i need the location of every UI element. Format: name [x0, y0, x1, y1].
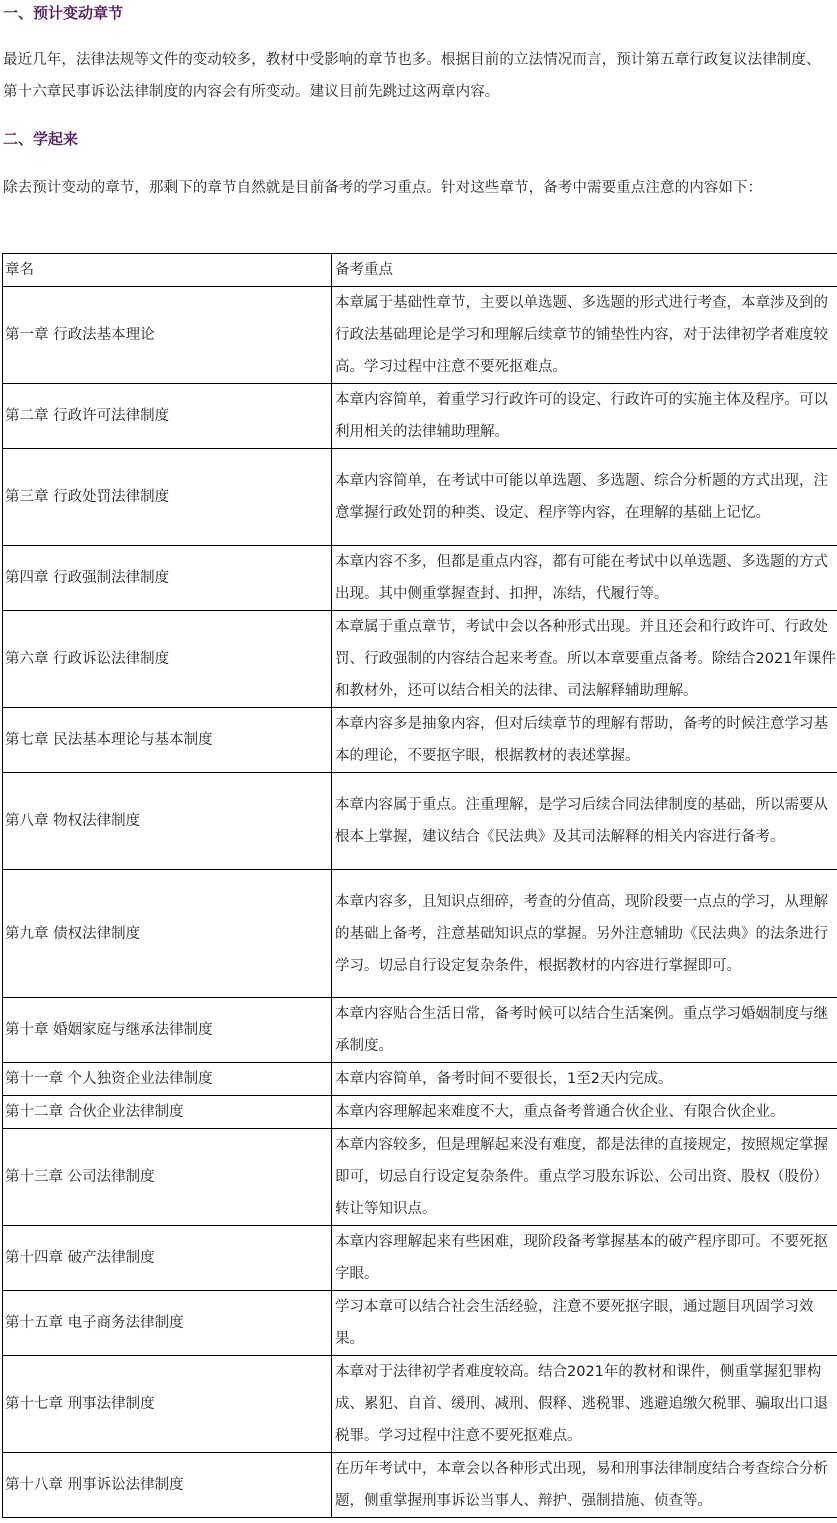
chapter-name-cell: 第十七章 刑事法律制度	[3, 1356, 332, 1453]
focus-cell: 本章内容较多，但是理解起来没有难度，都是法律的直接规定，按照规定掌握即可，切忌自行设定复杂条件。重点学习股东诉讼、公司出资、股权（股份）转让等知识点。	[332, 1129, 837, 1226]
section-heading-expected-changes: 一、预计变动章节	[3, 4, 124, 22]
table-row	[3, 1063, 837, 1096]
table-row	[3, 546, 837, 611]
focus-cell: 本章内容属于重点。注重理解，是学习后续合同法律制度的基础，所以需要从根本上掌握，建议结合《民法典》及其司法解释的相关内容进行备考。	[332, 773, 837, 870]
table-row	[3, 1291, 837, 1356]
section-paragraph-expected-changes: 最近几年，法律法规等文件的变动较多，教材中受影响的章节也多。根据目前的立法情况而言，预计第五章行政复议法律制度、第十六章民事诉讼法律制度的内容会有所变动。建议目前先跳过这两章内容。	[3, 52, 821, 100]
table-row	[3, 1356, 837, 1453]
focus-cell: 本章内容简单，着重学习行政许可的设定、行政许可的实施主体及程序。可以利用相关的法律辅助理解。	[332, 384, 837, 449]
table-row	[3, 998, 837, 1063]
chapter-name-cell: 第八章 物权法律制度	[3, 773, 332, 870]
chapter-name-cell: 第一章 行政法基本理论	[3, 287, 332, 384]
chapter-focus-table	[2, 253, 837, 1518]
chapter-name-cell: 第九章 债权法律制度	[3, 870, 332, 998]
chapter-name-cell: 第三章 行政处罚法律制度	[3, 449, 332, 546]
focus-cell: 在历年考试中，本章会以各种形式出现，易和刑事法律制度结合考查综合分析题，侧重掌握刑事诉讼当事人、辩护、强制措施、侦查等。	[332, 1453, 837, 1518]
focus-cell: 本章内容贴合生活日常，备考时候可以结合生活案例。重点学习婚姻制度与继承制度。	[332, 998, 837, 1063]
focus-cell: 本章属于重点章节，考试中会以各种形式出现。并且还会和行政许可、行政处罚、行政强制的内容结合起来考查。所以本章要重点备考。除结合2021年课件和教材外，还可以结合相关的法律、司法解释辅助理解。	[332, 611, 837, 708]
chapter-name-cell: 第六章 行政诉讼法律制度	[3, 611, 332, 708]
focus-cell: 本章内容多是抽象内容，但对后续章节的理解有帮助，备考的时候注意学习基本的理论，不要抠字眼，根据教材的表述掌握。	[332, 708, 837, 773]
focus-cell: 本章内容理解起来难度不大，重点备考普通合伙企业、有限合伙企业。	[332, 1096, 837, 1129]
chapter-name-cell: 第十四章 破产法律制度	[3, 1226, 332, 1291]
chapter-name-cell: 第七章 民法基本理论与基本制度	[3, 708, 332, 773]
table-row	[3, 1096, 837, 1129]
chapter-name-cell: 第十八章 刑事诉讼法律制度	[3, 1453, 332, 1518]
focus-cell: 本章对于法律初学者难度较高。结合2021年的教材和课件，侧重掌握犯罪构成、累犯、自首、缓刑、减刑、假释、逃税罪、逃避追缴欠税罪、骗取出口退税罪。学习过程中注意不要死抠难点。	[332, 1356, 837, 1453]
table-row	[3, 870, 837, 998]
section-heading-study: 二、学起来	[3, 130, 79, 148]
table-row	[3, 611, 837, 708]
focus-cell: 本章内容不多，但都是重点内容，都有可能在考试中以单选题、多选题的方式出现。其中侧重掌握查封、扣押，冻结，代履行等。	[332, 546, 837, 611]
table-row	[3, 773, 837, 870]
chapter-name-cell: 第十三章 公司法律制度	[3, 1129, 332, 1226]
chapter-name-cell: 第十章 婚姻家庭与继承法律制度	[3, 998, 332, 1063]
table-row	[3, 1453, 837, 1518]
table-row	[3, 287, 837, 384]
chapter-name-cell: 第十五章 电子商务法律制度	[3, 1291, 332, 1356]
focus-cell: 本章属于基础性章节，主要以单选题、多选题的形式进行考查，本章涉及到的行政法基础理论是学习和理解后续章节的铺垫性内容，对于法律初学者难度较高。学习过程中注意不要死抠难点。	[332, 287, 837, 384]
chapter-name-cell: 第二章 行政许可法律制度	[3, 384, 332, 449]
chapter-name-cell: 第十二章 合伙企业法律制度	[3, 1096, 332, 1129]
table-header-focus: 备考重点	[332, 254, 837, 287]
focus-cell: 本章内容理解起来有些困难，现阶段备考掌握基本的破产程序即可。不要死抠字眼。	[332, 1226, 837, 1291]
table-header-chapter: 章名	[3, 254, 332, 287]
table-row	[3, 1129, 837, 1226]
table-header-row	[3, 254, 837, 287]
chapter-name-cell: 第十一章 个人独资企业法律制度	[3, 1063, 332, 1096]
table-row	[3, 708, 837, 773]
section-paragraph-study: 除去预计变动的章节，那剩下的章节自然就是目前备考的学习重点。针对这些章节，备考中需要重点注意的内容如下：	[3, 180, 763, 196]
table-row	[3, 384, 837, 449]
focus-cell: 本章内容多，且知识点细碎，考查的分值高，现阶段要一点点的学习，从理解的基础上备考，注意基础知识点的掌握。另外注意辅助《民法典》的法条进行学习。切忌自行设定复杂条件，根据教材的内容进行掌握即可。	[332, 870, 837, 998]
focus-cell: 本章内容简单，备考时间不要很长，1至2天内完成。	[332, 1063, 837, 1096]
table-row	[3, 1226, 837, 1291]
chapter-name-cell: 第四章 行政强制法律制度	[3, 546, 332, 611]
focus-cell: 本章内容简单，在考试中可能以单选题、多选题、综合分析题的方式出现，注意掌握行政处罚的种类、设定、程序等内容，在理解的基础上记忆。	[332, 449, 837, 546]
table-row	[3, 449, 837, 546]
focus-cell: 学习本章可以结合社会生活经验，注意不要死抠字眼，通过题目巩固学习效果。	[332, 1291, 837, 1356]
